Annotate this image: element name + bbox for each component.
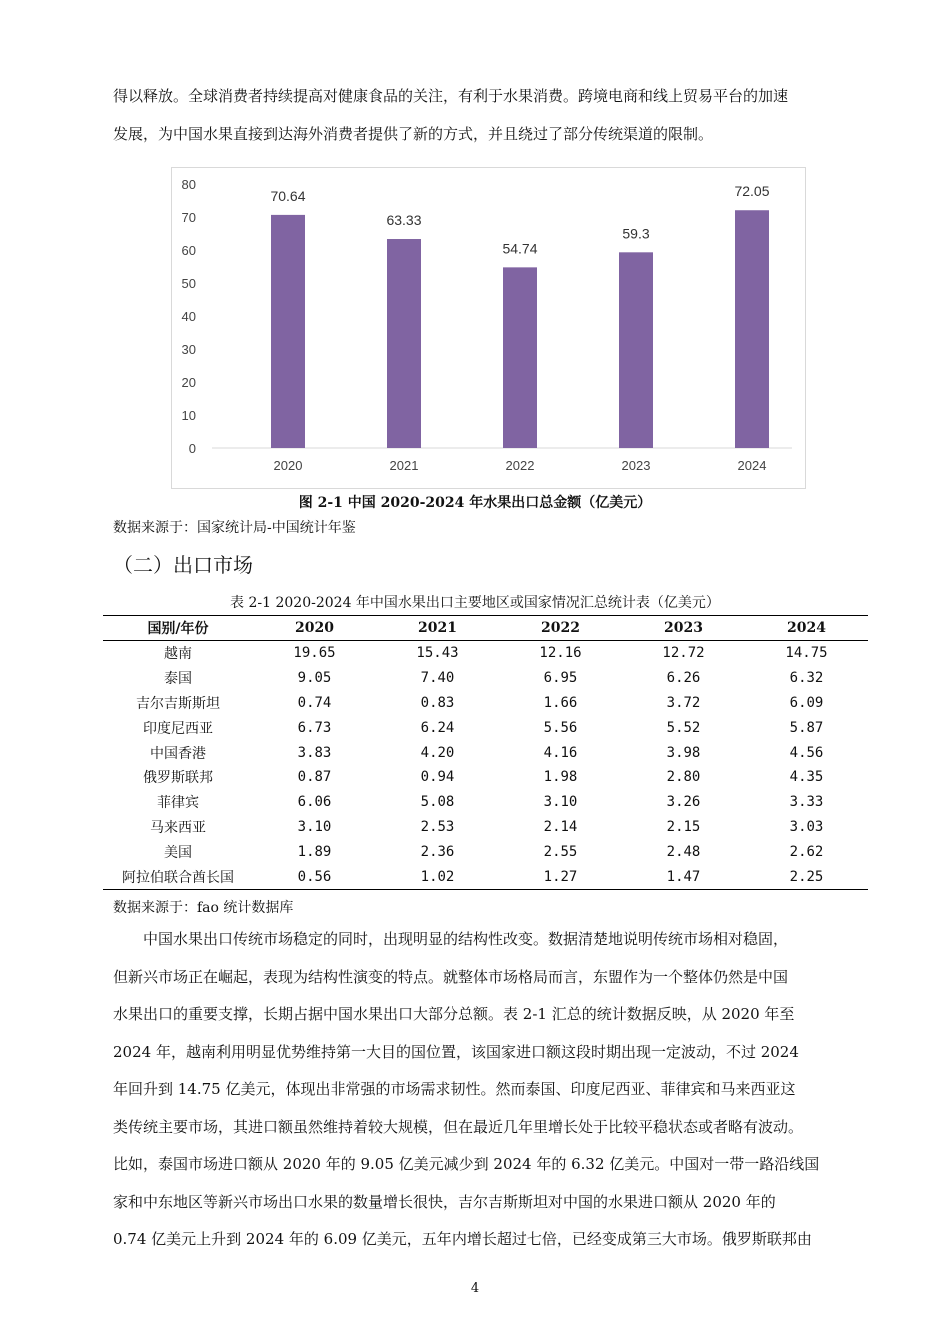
table-cell-value: 2.36 (420, 843, 455, 860)
table-cell-country: 印度尼西亚 (143, 720, 213, 737)
table-cell-value: 2.14 (543, 818, 578, 835)
bar (503, 267, 537, 448)
x-tick-label: 2024 (737, 458, 767, 473)
table-cell-value: 2.62 (789, 843, 824, 860)
table-row (103, 691, 868, 716)
table-cell-value: 6.06 (297, 794, 332, 811)
table-cell-value: 4.20 (420, 744, 455, 761)
table-row (103, 740, 868, 765)
table-cell-value: 5.56 (543, 719, 578, 736)
analysis-line: 2024 年，越南利用明显优势维持第一大目的国位置，该国家进口额这段时期出现一定波动，不过 2024 (113, 1042, 799, 1061)
table-cell-value: 2.55 (543, 843, 578, 860)
table-caption: 表 2-1 2020-2024 年中国水果出口主要地区或国家情况汇总统计表（亿美元） (230, 595, 720, 611)
y-tick-label: 0 (188, 441, 196, 456)
table-row (103, 666, 868, 691)
bar-value-label: 59.3 (622, 225, 650, 242)
bar (387, 239, 421, 448)
table-row (103, 715, 868, 740)
table-cell-value: 6.32 (789, 670, 824, 687)
bar (735, 210, 769, 448)
table-row (103, 864, 868, 889)
analysis-line: 中国水果出口传统市场稳定的同时，出现明显的结构性改变。数据清楚地说明传统市场相对稳固， (143, 930, 789, 948)
table-cell-value: 5.87 (789, 719, 824, 736)
header-country: 国别/年份 (103, 616, 253, 641)
y-tick-label: 50 (181, 276, 196, 291)
page-number: 4 (470, 1281, 480, 1296)
table-row (103, 790, 868, 815)
intro-line: 得以释放。全球消费者持续提高对健康食品的关注，有利于水果消费。跨境电商和线上贸易平台的加速 (113, 87, 789, 105)
y-tick-label: 20 (181, 375, 196, 390)
intro-line: 发展，为中国水果直接到达海外消费者提供了新的方式，并且绕过了部分传统渠道的限制。 (113, 124, 714, 143)
table-cell-value: 5.52 (666, 719, 701, 736)
table-cell-value: 0.56 (253, 864, 376, 889)
table-cell-country: 菲律宾 (157, 795, 199, 812)
analysis-line: 比如，泰国市场进口额从 2020 年的 9.05 亿美元减少到 2024 年的 6.32 亿美元。中国对一带一路沿线国 (113, 1155, 820, 1173)
x-tick-label: 2020 (273, 458, 303, 473)
table-cell-value: 4.16 (543, 744, 578, 761)
table-cell-country: 俄罗斯联邦 (143, 770, 213, 787)
table-header-row (103, 616, 868, 641)
table-cell-value: 0.94 (420, 769, 455, 786)
table-cell-value: 7.40 (420, 670, 455, 687)
table-cell-country: 马来西亚 (150, 819, 206, 836)
section-heading: （二）出口市场 (113, 553, 253, 577)
table-cell-value: 2.25 (745, 864, 868, 889)
table-row (103, 839, 868, 864)
table-cell-value: 12.72 (662, 645, 705, 662)
bar-value-label: 70.64 (270, 187, 306, 204)
table-cell-value: 3.72 (666, 694, 701, 711)
figure-source: 数据来源于：国家统计局-中国统计年鉴 (113, 520, 356, 536)
table-cell-value: 1.89 (297, 843, 332, 860)
table-cell-value: 4.35 (789, 769, 824, 786)
table-cell-country: 美国 (164, 844, 192, 861)
table-cell-value: 15.43 (416, 645, 459, 662)
table-cell-value: 3.03 (789, 818, 824, 835)
bar-value-label: 54.74 (502, 240, 538, 257)
figure-caption: 图 2-1 中国 2020-2024 年水果出口总金额（亿美元） (298, 495, 652, 511)
header-year: 2021 (376, 616, 499, 641)
analysis-line: 家和中东地区等新兴市场出口水果的数量增长很快，吉尔吉斯斯坦对中国的水果进口额从 2020 年的 (113, 1192, 776, 1211)
table-cell-value: 2.48 (666, 843, 701, 860)
analysis-line: 年回升到 14.75 亿美元，体现出非常强的市场需求韧性。然而泰国、印度尼西亚、菲律宾和马来西亚这 (113, 1080, 796, 1098)
x-tick-label: 2021 (389, 458, 419, 473)
header-year: 2023 (622, 616, 745, 641)
x-tick-label: 2023 (621, 458, 651, 473)
table-cell-value: 3.33 (789, 794, 824, 811)
bar (619, 252, 653, 448)
analysis-line: 水果出口的重要支撑，长期占据中国水果出口大部分总额。表 2-1 汇总的统计数据反映，从 2020 年至 (113, 1005, 795, 1023)
analysis-line: 类传统主要市场，其进口额虽然维持着较大规模，但在最近几年里增长处于比较平稳状态或者略有波动。 (113, 1117, 804, 1136)
table-row (103, 815, 868, 840)
header-year: 2024 (745, 616, 868, 641)
table-cell-value: 0.87 (297, 769, 332, 786)
table-cell-value: 6.73 (297, 719, 332, 736)
table-cell-country: 中国香港 (150, 745, 206, 762)
bar-value-label: 63.33 (386, 212, 422, 229)
table-cell-value: 2.15 (666, 818, 701, 835)
y-tick-label: 40 (181, 309, 196, 324)
header-year: 2020 (253, 616, 376, 641)
y-tick-label: 70 (181, 210, 196, 225)
table-source: 数据来源于：fao 统计数据库 (113, 900, 294, 916)
table-cell-country: 泰国 (164, 671, 192, 688)
table-cell-value: 3.10 (543, 794, 578, 811)
table-cell-country: 吉尔吉斯斯坦 (136, 695, 220, 712)
table-cell-value: 1.02 (376, 864, 499, 889)
table-row (103, 641, 868, 666)
table-cell-value: 9.05 (297, 670, 332, 687)
table-cell-value: 3.98 (666, 744, 701, 761)
table-cell-value: 1.27 (499, 864, 622, 889)
table-cell-value: 14.75 (785, 645, 828, 662)
table-cell-value: 3.83 (297, 744, 332, 761)
y-tick-label: 60 (181, 243, 196, 258)
export-value-chart (171, 167, 806, 489)
table-cell-value: 2.80 (666, 769, 701, 786)
header-year: 2022 (499, 616, 622, 641)
export-market-table (103, 615, 868, 890)
table-cell-value: 0.83 (420, 694, 455, 711)
analysis-paragraph (113, 921, 863, 1259)
y-tick-label: 30 (181, 342, 196, 357)
table-cell-value: 6.95 (543, 670, 578, 687)
table-cell-value: 1.98 (543, 769, 578, 786)
table-cell-value: 5.08 (420, 794, 455, 811)
analysis-line: 0.74 亿美元上升到 2024 年的 6.09 亿美元，五年内增长超过七倍，已经变成第三大市场。俄罗斯联邦由 (113, 1230, 812, 1248)
table-cell-value: 0.74 (297, 694, 332, 711)
y-tick-label: 10 (181, 408, 196, 423)
bar-value-label: 72.05 (734, 183, 770, 200)
table-cell-country: 阿拉伯联合酋长国 (103, 864, 253, 889)
table-cell-value: 1.47 (622, 864, 745, 889)
table-cell-value: 3.26 (666, 794, 701, 811)
table-cell-value: 12.16 (539, 645, 582, 662)
bar-chart-svg (172, 168, 805, 488)
y-tick-label: 80 (181, 177, 196, 192)
table-cell-country: 越南 (164, 646, 192, 663)
table-cell-value: 4.56 (789, 744, 824, 761)
table-cell-value: 6.24 (420, 719, 455, 736)
intro-paragraph (113, 78, 863, 153)
table-cell-value: 19.65 (293, 645, 336, 662)
table-cell-value: 6.09 (789, 694, 824, 711)
table-cell-value: 6.26 (666, 670, 701, 687)
analysis-line: 但新兴市场正在崛起，表现为结构性演变的特点。就整体市场格局而言，东盟作为一个整体仍然是中国 (113, 967, 789, 986)
table-cell-value: 1.66 (543, 694, 578, 711)
x-tick-label: 2022 (505, 458, 535, 473)
table-row (103, 765, 868, 790)
table-cell-value: 3.10 (297, 818, 332, 835)
bar (271, 215, 305, 448)
table-cell-value: 2.53 (420, 818, 455, 835)
